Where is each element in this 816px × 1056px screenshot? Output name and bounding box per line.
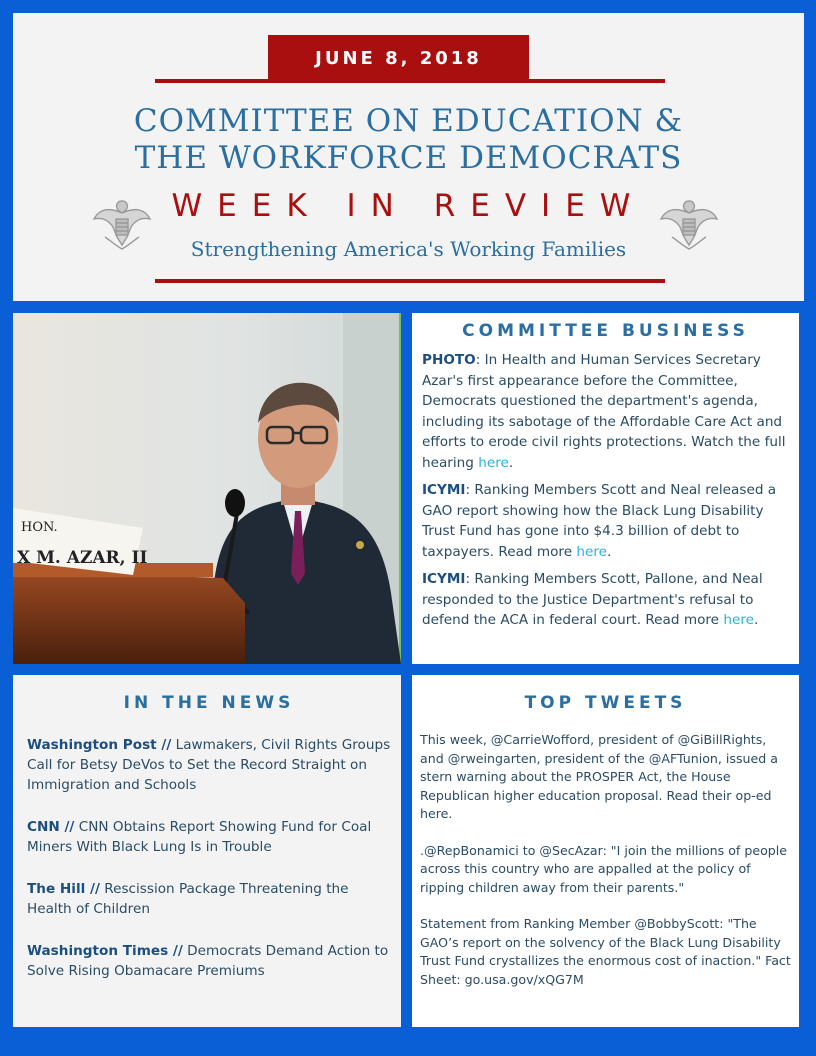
news-item[interactable] [27,879,391,919]
here-link[interactable]: here [478,454,509,471]
title-line-1: COMMITTEE ON EDUCATION & [133,103,684,139]
top-tweets-section [412,675,799,1027]
tweet-item[interactable]: Statement from Ranking Member @BobbyScott: "The GAO’s report on the solvency of the Black Lung Disability Trust Fund crystallizes the enormous cost of inaction." Fact Sheet: go.usa.gov/xQG7M [420,916,791,987]
item-lead: ICYMI [422,482,466,498]
photo-image [13,313,401,664]
news-item[interactable] [27,941,391,981]
item-end: . [607,543,612,560]
item-lead: ICYMI [422,571,466,587]
section-heading: COMMITTEE BUSINESS [462,321,749,341]
section-heading: IN THE NEWS [123,693,295,713]
business-item [422,350,789,473]
item-lead: PHOTO [422,352,476,368]
news-source: Washington Times // [27,943,183,959]
newsletter-header [13,13,804,301]
newsletter-title [13,103,804,177]
item-end: . [754,612,759,628]
business-item [422,480,789,562]
news-headline: CNN Obtains Report Showing Fund for Coal Miners With Black Lung Is in Trouble [27,819,372,855]
news-headline: Democrats Demand Action to Solve Rising Obamacare Premiums [27,943,389,979]
tweet-item[interactable]: This week, @CarrieWofford, president of @GiBillRights, and @rweingarten, president of the @AFTunion, issued a stern warning about the PROSPER Act, the House Republican higher education proposal. Read their op-ed here. [420,732,778,821]
news-headline: Lawmakers, Civil Rights Groups Call for Betsy DeVos to Set the Record Straight on Immigration and Schools [27,737,391,793]
week-in-review-heading: WEEK IN REVIEW [171,188,646,224]
news-source: CNN // [27,819,75,835]
item-end: . [508,454,514,471]
bottom-rule [155,279,665,283]
hearing-photo [13,313,401,664]
committee-business-section [412,313,799,664]
news-item[interactable] [27,817,391,857]
item-text: : In Health and Human Services Secretary Azar's first appearance before the Committee, Democrats questioned the department's agenda, including its sabotage of the Affordable Care Act and efforts to erode civil rights protections. Watch the full hearing [422,352,786,471]
here-link[interactable]: here [723,612,754,628]
nameplate-line-1: HON. [21,520,58,535]
tweet-item[interactable]: .@RepBonamici to @SecAzar: "I join the millions of people across this country who are appalled at the policy of ripping children away from their parents." [420,842,788,895]
in-the-news-section [13,675,401,1027]
news-source: The Hill // [27,881,100,897]
date-banner: JUNE 8, 2018 [268,35,529,81]
item-text: : Ranking Members Scott, Pallone, and Neal responded to the Justice Department's refusal to defend the ACA in federal court. Read more [422,571,763,628]
section-heading: TOP TWEETS [524,693,687,713]
here-link[interactable]: here [576,543,608,560]
news-source: Washington Post // [27,737,172,753]
news-headline: Rescission Package Threatening the Health of Children [27,881,349,917]
news-item[interactable] [27,735,391,795]
newsletter-subtitle: Strengthening America's Working Families [190,237,627,261]
nameplate-line-2: X M. AZAR, II [17,548,148,568]
business-item [422,569,789,631]
item-text: : Ranking Members Scott and Neal released a GAO report showing how the Black Lung Disability Trust Fund has gone into $4.3 billion of debt to taxpayers. Read more [422,482,777,560]
title-line-2: THE WORKFORCE DEMOCRATS [134,140,683,176]
